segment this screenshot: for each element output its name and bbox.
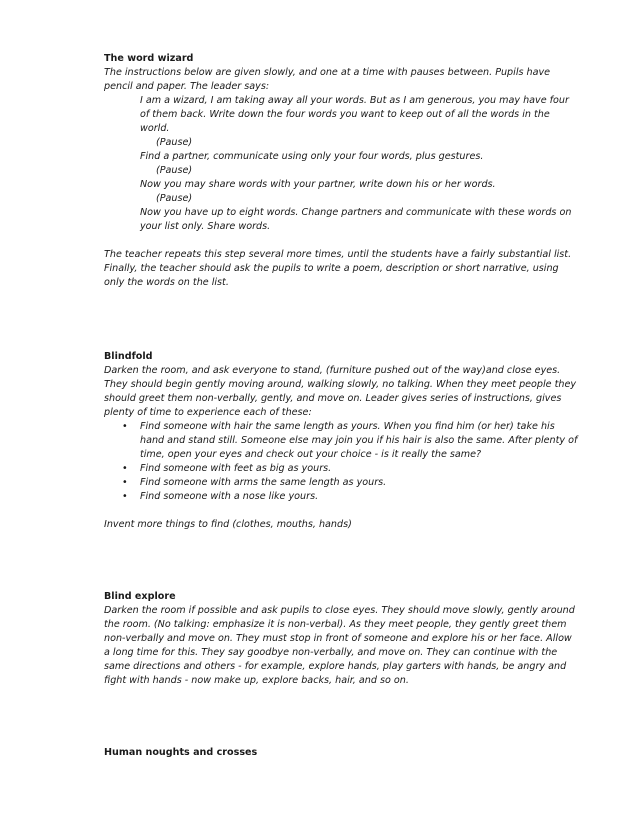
list-item: • Find someone with hair the same length as yours. When you find him (or her) take his hand and stand still. Someone else may join you if his hair is also the same. After plenty of time, open your eyes and check out your choice - is it really the same? — [122, 421, 578, 460]
section-title-noughts-crosses: Human noughts and crosses — [104, 747, 258, 758]
list-item: • Find someone with arms the same length as yours. — [122, 477, 387, 488]
section-title-blindfold: Blindfold — [104, 351, 153, 362]
blindfold-bullet-list — [104, 420, 580, 504]
wizard-intro: The instructions below are given slowly, and one at a time with pauses between. Pupils have pencil and paper. The leader says: — [104, 67, 551, 92]
wizard-line: Now you have up to eight words. Change partners and communicate with these words on your list only. Share words. — [140, 207, 572, 232]
blindfold-outro: Invent more things to find (clothes, mouths, hands) — [104, 519, 352, 530]
bullet-icon: • — [122, 491, 128, 502]
list-item: • Find someone with feet as big as yours. — [122, 463, 332, 474]
blindfold-intro: Darken the room, and ask everyone to stand, (furniture pushed out of the way)and close eyes. They should begin gently moving around, walking slowly, no talking. When they meet people they should greet them non-verbally, gently, and move on. Leader gives series of instructions, gives plenty of time to experience each of these: — [104, 365, 577, 418]
spacer — [104, 234, 580, 248]
section-title-blind-explore: Blind explore — [104, 591, 176, 602]
wizard-pause: (Pause) — [156, 137, 193, 148]
section-title-word-wizard: The word wizard — [104, 53, 194, 64]
wizard-outro: The teacher repeats this step several more times, until the students have a fairly substantial list. Finally, the teacher should ask the pupils to write a poem, description or short narrative, using only the words on the list. — [104, 249, 572, 288]
spacer — [104, 504, 580, 518]
section-spacer — [104, 290, 580, 350]
list-item: • Find someone with a nose like yours. — [122, 491, 319, 502]
document-page — [104, 52, 580, 760]
wizard-pause: (Pause) — [156, 165, 193, 176]
wizard-line: I am a wizard, I am taking away all your words. But as I am generous, you may have four of them back. Write down the four words you want to keep out of all the words in the world. — [140, 95, 569, 134]
section-spacer — [104, 532, 580, 590]
bullet-icon: • — [122, 463, 128, 474]
wizard-pause: (Pause) — [156, 193, 193, 204]
wizard-line: Now you may share words with your partner, write down his or her words. — [140, 179, 496, 190]
wizard-line: Find a partner, communicate using only your four words, plus gestures. — [140, 151, 484, 162]
bullet-icon: • — [122, 477, 128, 488]
explore-body: Darken the room if possible and ask pupils to close eyes. They should move slowly, gently around the room. (No talking: emphasize it is non-verbal). As they meet people, they gently greet them non-verbally and move on. They must stop in front of someone and explore his or her face. Allow a long time for this. They say goodbye non-verbally, and move on. They can continue with the same directions and others - for example, explore hands, play garters with hands, be angry and fight with hands - now make up, explore backs, hair, and so on. — [104, 605, 575, 686]
section-spacer — [104, 688, 580, 746]
bullet-icon: • — [122, 421, 128, 432]
